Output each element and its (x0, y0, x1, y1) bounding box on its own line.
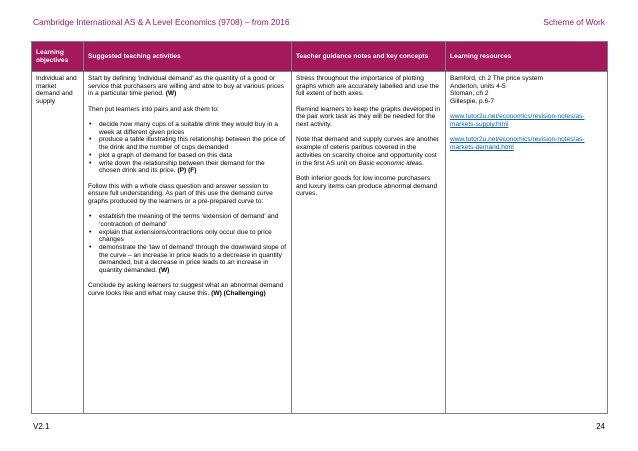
header-title: Cambridge International AS & A Level Economics (9708) – from 2016 (33, 17, 290, 27)
activity-paragraph (88, 75, 287, 98)
activity-paragraph: Then put learners into pairs and ask them to: (88, 105, 219, 113)
list-item: • decide how many cups of a suitable drink they would buy in a week at different given prices (88, 121, 287, 136)
page-footer (33, 422, 605, 431)
guidance-notes-cell (292, 72, 446, 414)
list-item-text: demonstrate the ‘law of demand’ through the downward slope of the curve – an increase in price leads to a decrease in quantity demanded, but a decrease in price leads to an increase in quantity demanded. (99, 244, 287, 275)
activity-paragraph (88, 282, 287, 297)
header-learning-resources: Learning resources (446, 42, 608, 72)
list-item (88, 160, 287, 175)
page-number: 24 (596, 422, 605, 431)
resource-item: Gillespie, p.6-7 (450, 98, 494, 106)
page-header (33, 17, 605, 27)
list-item: • produce a table illustrating this relationship between the price of the drink and the number of cups demanded (88, 136, 287, 151)
activity-tag: (W) (Challenging) (211, 290, 266, 298)
spacer (450, 106, 603, 114)
activity-list (88, 213, 287, 275)
supply-notes-link[interactable]: www.tutor2u.net/economics/revision-notes/as-markets-supply.html (450, 113, 585, 129)
activity-list (88, 121, 287, 175)
version-label: V2.1 (33, 422, 50, 431)
list-item: • plot a graph of demand for based on this data (88, 152, 287, 160)
guidance-paragraph: Remind learners to keep the graphs developed in the pair work task as they will be needed for the next activity. (296, 105, 441, 129)
list-item: • explain that extensions/contractions only occur due to price changes (88, 229, 287, 244)
table-header-row (32, 42, 608, 72)
guidance-paragraph: Note that demand and supply curves are another example of ceteris paribus covered in the activities on scarcity choice and opportunity cost in the first AS unit on Basic economic ideas. (296, 136, 439, 167)
teaching-activities-cell (84, 72, 292, 414)
resource-item: Bamford, ch 2 The price system (450, 75, 543, 82)
resource-item: Sloman, ch 2 (450, 90, 489, 98)
header-teaching-activities: Suggested teaching activities (84, 42, 292, 72)
resource-item: Anderton, units 4-5 (450, 82, 506, 90)
table-row (32, 72, 608, 414)
learning-objective-cell (32, 72, 84, 414)
guidance-paragraph: Both inferior goods for low income purchasers and luxury items can produce abnormal demand curves. (296, 174, 438, 198)
list-item-text: write down the relationship between their demand for the chosen drink and its price. (99, 159, 265, 175)
scheme-of-work-table (31, 41, 608, 414)
list-item (88, 244, 287, 275)
guidance-paragraph: Stress throughout the importance of plotting graphs which are accurately labelled and use the full extent of both axes. (296, 75, 439, 98)
activity-paragraph: Follow this with a whole class question and answer session to ensure full understanding. As part of this use the demand curve graphs produced by the learners or a pre-prepared curve to: (88, 182, 273, 205)
activity-tag: (W) (165, 90, 177, 98)
guidance-text: Note that demand and supply curves are another example of ceteris paribus covered in the activities on scarcity choice and opportunity cost in the first AS unit on (296, 136, 439, 167)
learning-objective-text: Individual and market demand and supply (36, 75, 77, 106)
activity-text: Conclude by asking learners to suggest what an abnormal demand curve looks like and what may cause this. (88, 282, 284, 298)
unit-reference: Basic economic ideas (358, 159, 423, 167)
learning-resources-cell (446, 72, 608, 414)
activity-tag: (W) (158, 267, 170, 275)
header-learning-objectives: Learning objectives (32, 42, 84, 72)
activity-text: Start by defining ‘individual demand’ as the quantity of a good or service that purchasers are willing and able to buy at various prices in a particular time period. (88, 75, 285, 98)
activity-tag: (P) (F) (177, 167, 197, 175)
demand-notes-link[interactable]: www.tutor2u.net/economics/revision-notes/as-markets-demand.html (450, 136, 585, 152)
header-section: Scheme of Work (543, 17, 605, 27)
list-item: • establish the meaning of the terms ‘extension of demand’ and ‘contraction of demand’ (88, 213, 287, 228)
spacer (450, 129, 603, 137)
header-guidance-notes: Teacher guidance notes and key concepts (292, 42, 446, 72)
